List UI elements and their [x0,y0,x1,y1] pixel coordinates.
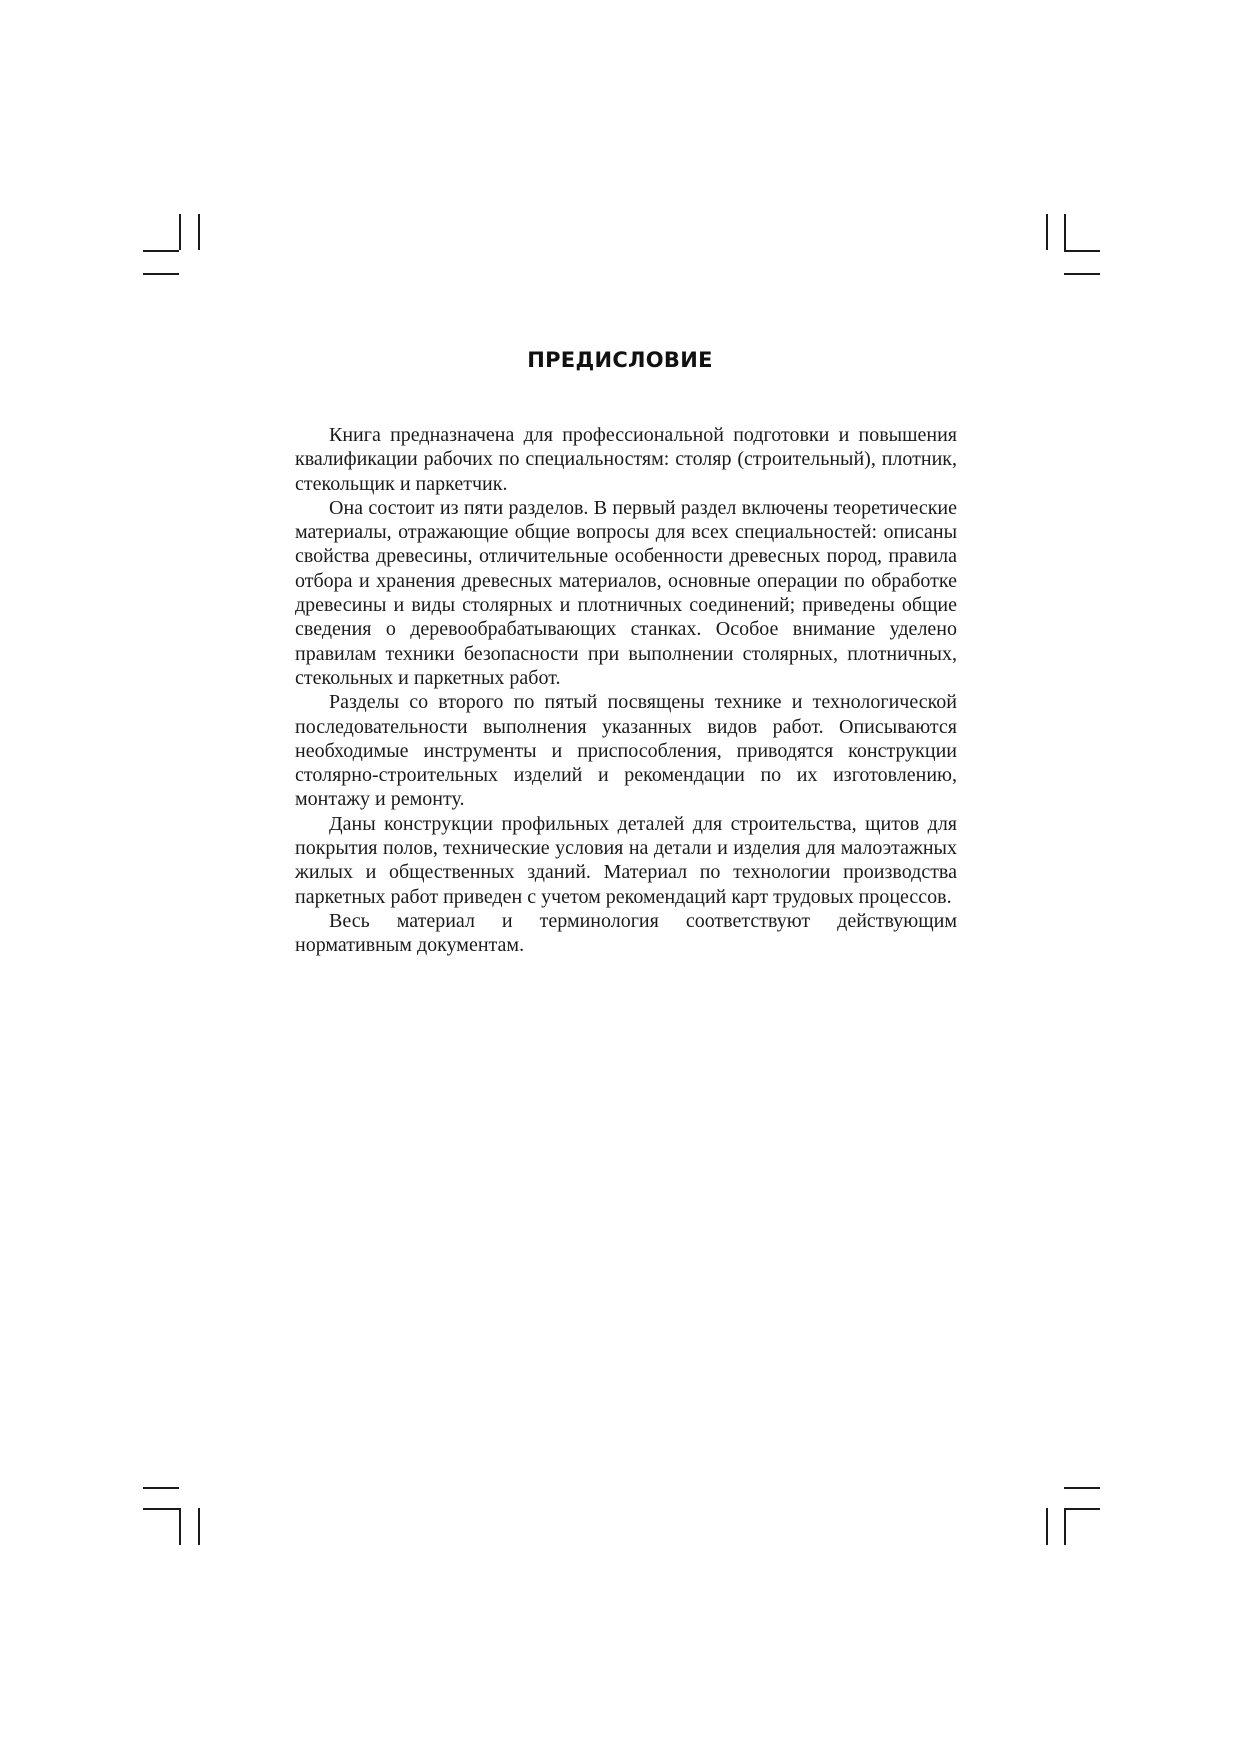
crop-mark-top-right-horizontal-long [1064,273,1100,275]
page-title: ПРЕДИСЛОВИЕ [527,348,713,372]
crop-mark-bottom-right-vertical-inner [1046,1508,1048,1545]
paragraph-5: Весь материал и терминология соответствуют действующим нормативным документам. [295,909,957,957]
paragraph-2: Она состоит из пяти разделов. В первый раздел включены теоретические материалы, отражающие общие вопросы для всех специальностей: описаны свойства древесины, отличительные особенности древесных пород, правила отбора и хранения древесных материалов, основные операции по обработке древесины и виды столярных и плотничных соединений; приведены общие сведения о деревообрабатывающих станках. Особое внимание уделено правилам техники безопасности при выполнении столярных, плотничных, стекольных и паркетных работ. [295,496,957,689]
paragraph-1: Книга предназначена для профессиональной подготовки и повышения квалификации рабочих по специальностям: столяр (строительный), плотник, стекольщик и паркетчик. [295,424,957,495]
crop-mark-top-left-vertical-inner [198,214,200,250]
crop-mark-top-left-horizontal-long [143,273,179,275]
crop-mark-bottom-right-vertical-outer [1064,1508,1066,1545]
crop-mark-top-right-horizontal-short [1064,250,1100,252]
crop-mark-bottom-left-vertical-outer [179,1508,181,1545]
crop-mark-top-right-vertical-outer [1064,214,1066,250]
crop-mark-top-left-horizontal-short [143,250,179,252]
preface-body [295,423,957,958]
crop-mark-bottom-left-horizontal-long [143,1487,179,1489]
crop-mark-bottom-right-horizontal-long [1064,1487,1100,1489]
crop-mark-top-left-vertical-outer [179,214,181,250]
paragraph-3: Разделы со второго по пятый посвящены технике и технологической последовательности выполнения указанных видов работ. Описываются необходимые инструменты и приспособления, приводятся конструкции столярно-строительных изделий и рекомендации по их изготовлению, монтажу и ремонту. [295,691,957,811]
crop-mark-bottom-left-horizontal-short [143,1508,179,1510]
crop-mark-top-right-vertical-inner [1046,214,1048,250]
crop-mark-bottom-left-vertical-inner [198,1508,200,1545]
crop-mark-bottom-right-horizontal-short [1064,1508,1100,1510]
paragraph-4: Даны конструкции профильных деталей для строительства, щитов для покрытия полов, технические условия на детали и изделия для малоэтажных жилых и общественных зданий. Материал по технологии производства паркетных работ приведен с учетом рекомендаций карт трудовых процессов. [295,812,957,908]
